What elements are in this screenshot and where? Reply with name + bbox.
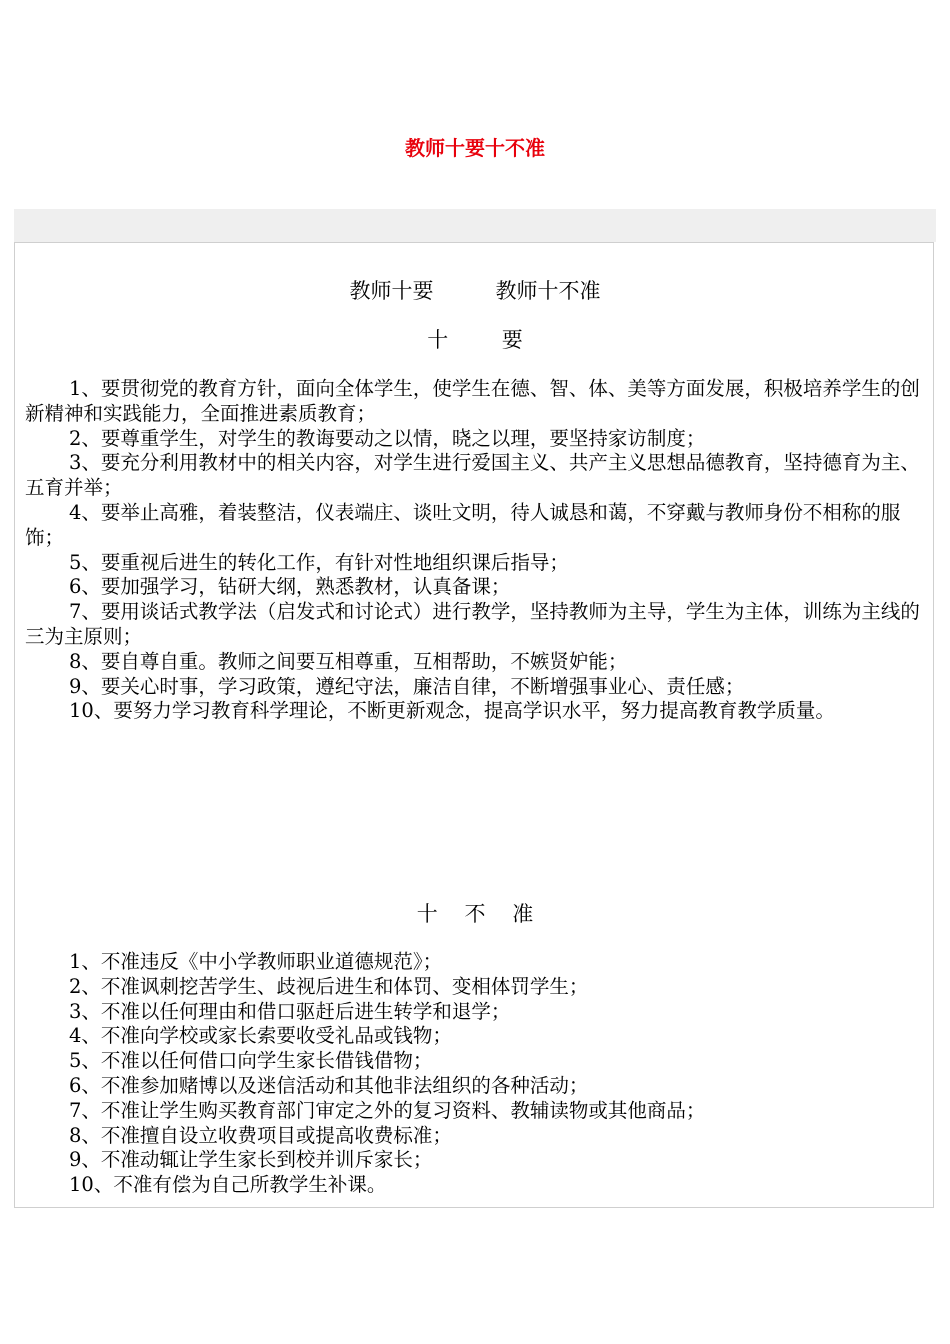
ten-prohibitions-list (25, 950, 930, 1198)
list-item: 6、要加强学习，钻研大纲，熟悉教材，认真备课； (69, 575, 511, 599)
list-item: 1、要贯彻党的教育方针，面向全体学生，使学生在德、智、体、美等方面发展，积极培养学生的创新精神和实践能力，全面推进素质教育； (25, 377, 920, 425)
list-item: 2、不准讽刺挖苦学生、歧视后进生和体罚、变相体罚学生； (69, 974, 589, 998)
header-bar (14, 209, 936, 242)
header-left: 教师十要 (349, 279, 434, 303)
document-header (0, 276, 950, 306)
list-item: 7、要用谈话式教学法（启发式和讨论式）进行教学，坚持教师为主导，学生为主体，训练为主线的三为主原则； (25, 600, 920, 648)
list-item: 3、不准以任何理由和借口驱赶后进生转学和退学； (69, 999, 511, 1023)
list-item: 5、要重视后进生的转化工作，有针对性地组织课后指导； (69, 550, 569, 574)
list-item: 7、不准让学生购买教育部门审定之外的复习资料、教辅读物或其他商品； (69, 1098, 706, 1122)
list-item: 4、不准向学校或家长索要收受礼品或钱物； (69, 1024, 452, 1048)
list-item: 9、不准动辄让学生家长到校并训斥家长； (69, 1148, 433, 1172)
ten-musts-list (25, 377, 930, 724)
list-item: 4、要举止高雅，着装整洁，仪表端庄、谈吐文明，待人诚恳和蔼，不穿戴与教师身份不相称的服饰； (25, 500, 901, 549)
list-item: 8、要自尊自重。教师之间要互相尊重，互相帮助，不嫉贤妒能； (69, 649, 628, 673)
header-right: 教师十不准 (495, 279, 601, 303)
list-item: 5、不准以任何借口向学生家长借钱借物； (69, 1049, 433, 1073)
section-ten-musts-title: 十 要 (427, 328, 523, 352)
list-item: 10、要努力学习教育科学理论，不断更新观念，提高学识水平，努力提高教育教学质量。 (69, 699, 835, 723)
list-item: 9、要关心时事，学习政策，遵纪守法，廉洁自律，不断增强事业心、责任感； (69, 674, 745, 698)
list-item: 2、要尊重学生，对学生的教诲要动之以情，晓之以理，要坚持家访制度； (69, 426, 706, 450)
list-item: 8、不准擅自设立收费项目或提高收费标准； (69, 1123, 452, 1147)
section-ten-prohibitions-title: 十 不 准 (416, 902, 534, 926)
list-item: 1、不准违反《中小学教师职业道德规范》； (69, 950, 443, 973)
page-title: 教师十要十不准 (405, 136, 545, 160)
list-item: 6、不准参加赌博以及迷信活动和其他非法组织的各种活动； (69, 1073, 589, 1097)
list-item: 10、不准有偿为自己所教学生补课。 (69, 1173, 387, 1197)
list-item: 3、要充分利用教材中的相关内容，对学生进行爱国主义、共产主义思想品德教育，坚持德育为主、五育并举； (25, 451, 920, 500)
